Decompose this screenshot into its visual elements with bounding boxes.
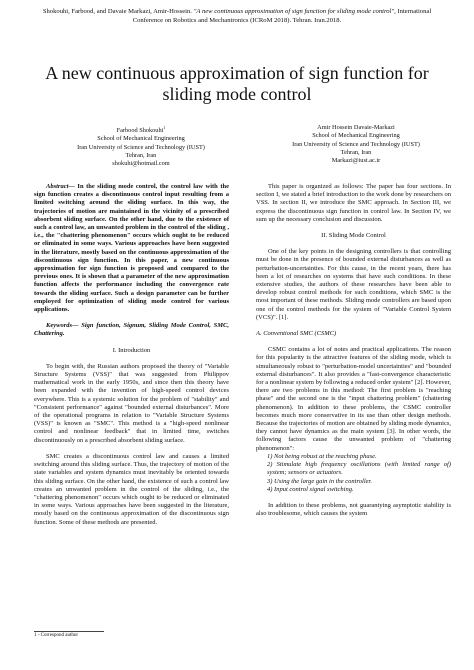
keywords (34, 322, 229, 338)
footnote-rule (34, 631, 104, 632)
paper-title: A new continuous approximation of sign function for sliding mode control (45, 63, 429, 104)
abstract-text: — In the sliding mode control, the control law with the sign function creates a discontinuous control input resulting from a limited switching around the sliding surface. In this way, the trajectories of motion are maintained in the vicinity of a prescribed absorbent sliding surface. On the other hand, due to the existence of such a control law, an unwanted problem in the control of the sliding , i.e., the "chattering phenomenon" occurs which ought to be reduced or eliminated in some ways. Various approaches have been suggested in the literature, mostly based on the continuous approximation of the discontinuous sign function. In this paper, a new continuous approximation for sign function is proposed and compared to the previous ones. It is shown that a parameter of the new approximation function affects the performance including the convergence rate towards the sliding surface. Such a design parameter can be further employed for optimization of sliding mode control for various applications. (34, 183, 229, 314)
citation-venue: , International Conference on Robotics and Mechantronics (ICRoM 2018). Tehran. Iran.2018. (132, 8, 432, 24)
citation-header (30, 8, 444, 25)
list-item: 4) Input control signal switching. (267, 485, 354, 493)
author-block-1 (46, 124, 236, 169)
author-name: Amir Hossein Davaie-Markazi (317, 124, 395, 131)
paragraph: SMC creates a discontinuous control law and causes a limited switching around this sliding surface. Thus, the trajectory of motion of the state variables and system dynamics must inevitably be oriented towards this sliding surface. On the other hand, the existence of such a control law creates an unwanted problem in the control of the sliding, i.e., the "chattering phenomenon" occurs which ought to be reduced or eliminated in some ways. Various approaches have been suggested in the literature, mostly based on the continuous approximation of the discontinuous sign function. Some of these methods are presented. (34, 452, 229, 526)
paragraph: One of the key points in the designing controllers is that controlling must be done in the presence of bounded external disturbances as well as perturbation-uncertainties. For this cause, in the recent years, there has been a lot of researches on systems that have such conditions. In these extensive studies, the authors of these researches have been able to develop robust control methods for such conditions, which SMC is the most important of these methods. Sliding mode controllers are based upon one of the control methods for the system of "Variable Control System (VCS)". [1]. (256, 248, 451, 321)
author-institution: Iran University of Science and Technology (IUST) (292, 140, 420, 148)
author-block-2 (261, 124, 451, 165)
paragraph: To begin with, the Russian authors proposed the theory of "Variable Structure Systems (VSS)" that was suggested from Philippov mathematical work in the early 1950s, and since then this theory have been expanded with the invention of high-speed control devices everywhere. This is a systemic solution for the problem of "stability" and "Consistent performance" against "bounded external disturbances". More of the operational programs in relation to "Variable Structure Systems (VSS)" is known as "SMC". This method is a "high-speed nonlinear control and nonlinear feedback" that in limited time, switches discontinuously on a prescribed absorbent sliding surface. (34, 362, 229, 444)
paragraph: In addition to these problems, not guarantying asymptotic stability is also troublesome, which causes the system (256, 501, 451, 518)
citation-authors: Shokouhi, Farbood, and Davaie Markazi, Amir-Hossein. (42, 8, 192, 15)
author-affiliation: School of Mechanical Engineering (312, 132, 400, 140)
paragraph: This paper is organized as follows: The paper has four sections. In section I, we stated a brief introduction to the work done by researchers on VSS. In section II, we introduce the SMC approach. In Section III, we express the discontinuous sign function in control law. In Section IV, we sum up the necessary conclusion and discussion. (256, 183, 451, 223)
keywords-label: Keywords (46, 322, 72, 330)
author-location: Tehran, Iran (125, 151, 157, 159)
keywords-text: — Sign function, Signum, Sliding Mode Control, SMC, Chattering. (34, 322, 229, 338)
right-column (256, 183, 451, 518)
author-email: Markazi@iust.ac.ir (331, 157, 381, 165)
abstract (34, 183, 229, 314)
left-column (34, 183, 229, 527)
paragraph: CSMC contains a lot of notes and practical applications. The reason for this popularity is the attractive features of the sliding mode, which is simultaneously robust to "perturbation-model uncertainties" and "bounded external disturbances". It also provides a "fast-convergence characteristic for a nonlinear system by following a reduced order system" [2]. However, there are two problems in this method: The first problem is "reaching phase" and the second one is the "input chattering problem" (chattering phenomenon). In addition to these problems, the CSMC controller becomes much more conservative in its use than other design methods. Because the trajectories of motion are obtained by sliding mode dynamics, they cannot have dynamics as the main system [3]. In other words, the following factors cause the unwanted problem of "chattering phenomenon": (256, 346, 451, 452)
footnote: 1 - Correspond author (34, 633, 79, 638)
author-institution: Iran University of Science and Technology (IUST) (77, 143, 205, 151)
abstract-label: Abstract (46, 183, 69, 190)
list-item: 1) Not being robust at the reaching phase. (267, 452, 377, 460)
author-email: shokuhi@hotmail.com (112, 160, 170, 168)
author-affiliation: School of Mechanical Engineering (97, 135, 185, 143)
list-item: 3) Using the large gain in the controller. (267, 477, 372, 485)
citation-title: "A new continuous approximation of sign function for sliding mode control" (193, 8, 395, 15)
list-item: 2) Stimulate high frequency oscillations (with limited range of) system; sensors or actuators. (267, 461, 451, 477)
author-location: Tehran, Iran (340, 148, 372, 156)
author-footnote-marker: 1 (163, 125, 166, 130)
subsection-heading: A. Conventional SMC (CSMC) (256, 330, 337, 338)
section-heading-introduction: I. Introduction (112, 346, 151, 354)
author-name: Farbood Shokouhi (116, 127, 164, 135)
factor-list (256, 453, 451, 494)
section-heading-sliding-mode-control: II. Sliding Mode Control (321, 232, 386, 240)
